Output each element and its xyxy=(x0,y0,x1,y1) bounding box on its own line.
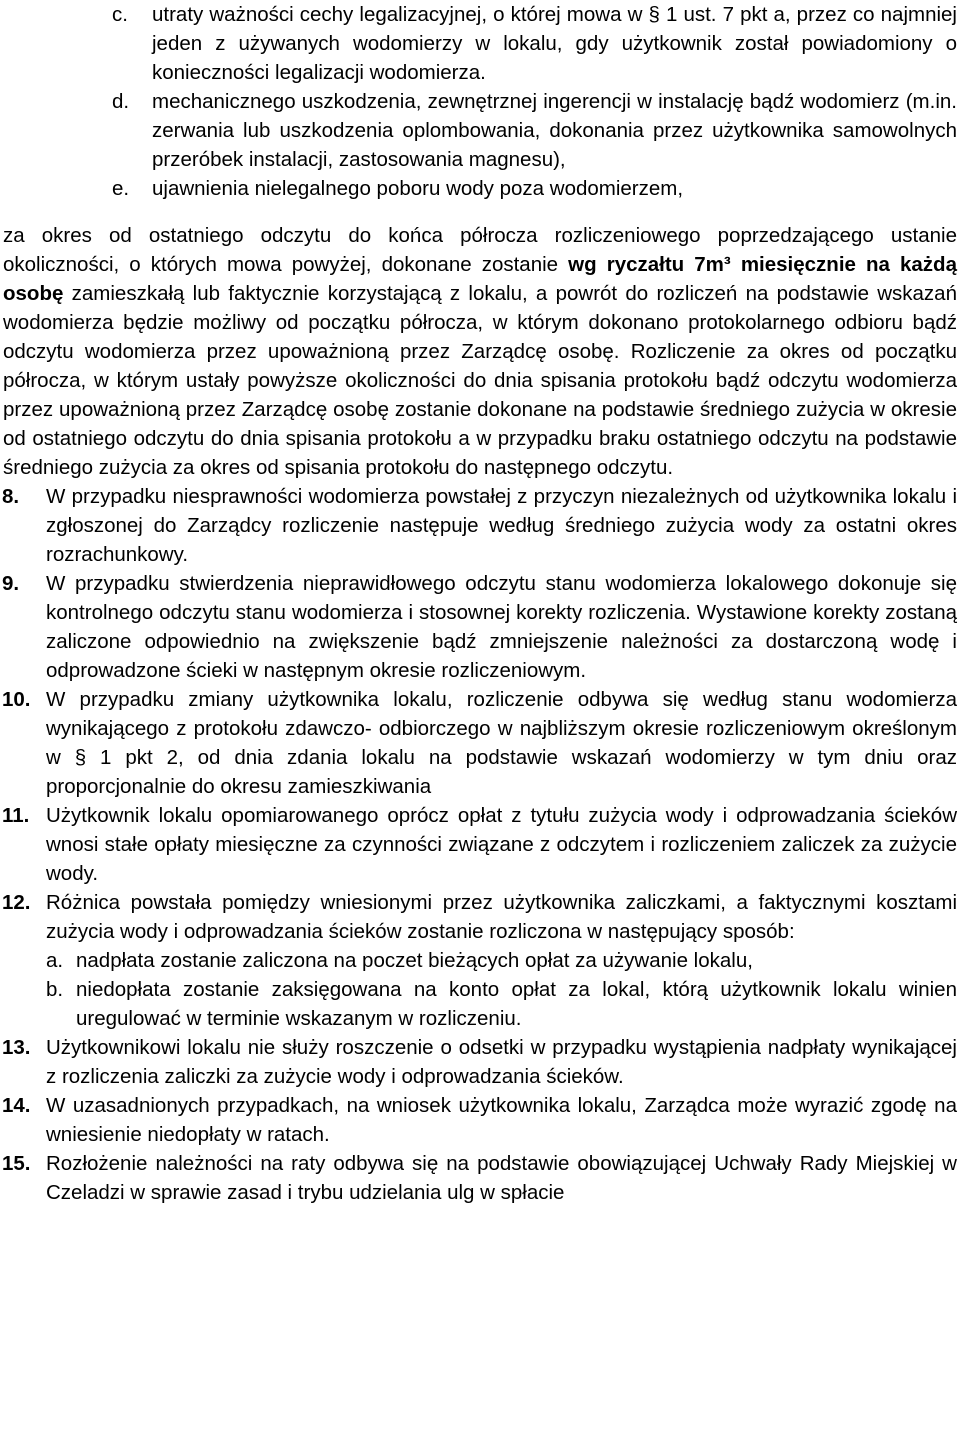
item-number: 11. xyxy=(2,804,30,827)
letter-item-label: e. xyxy=(112,177,130,200)
letter-item-text: mechanicznego uszkodzenia, zewnętrznej ingerencji w instalację bądź wodomierz (m.in. zerwania lub uszkodzenia oplombowania, dokonania przez użytkownika samowolnych przeróbek instalacji, zastosowania magnesu), xyxy=(152,90,957,171)
numbered-item-8 xyxy=(2,482,957,569)
sub-item-b xyxy=(46,975,957,1033)
sub-item-text: niedopłata zostanie zaksięgowana na konto opłat za lokal, którą użytkownik lokalu winien uregulować w terminie wskazanym w rozliczeniu. xyxy=(76,978,957,1030)
letter-item-text: ujawnienia nielegalnego poboru wody poza wodomierzem, xyxy=(152,177,684,200)
numbered-item-9 xyxy=(2,569,957,685)
item-number: 9. xyxy=(2,572,20,595)
item-number: 12. xyxy=(2,891,31,914)
numbered-item-15 xyxy=(2,1149,957,1207)
item-text: Użytkownik lokalu opomiarowanego oprócz opłat z tytułu zużycia wody i odprowadzania ścieków wnosi stałe opłaty miesięczne za czynności związane z odczytem i rozliczeniem zaliczek za zużycie wody. xyxy=(46,804,957,885)
item-text: Różnica powstała pomiędzy wniesionymi przez użytkownika zaliczkami, a faktycznymi kosztami zużycia wody i odprowadzania ścieków zostanie rozliczona w następujący sposób: xyxy=(46,891,957,943)
numbered-item-12 xyxy=(2,888,957,1033)
item-number: 8. xyxy=(2,485,20,508)
item-text: W przypadku stwierdzenia nieprawidłowego odczytu stanu wodomierza lokalowego dokonuje się kontrolnego odczytu stanu wodomierza i stosownej korekty rozliczenia. Wystawione korekty zostaną zaliczone odpowiednio na zwiększenie bądź zmniejszenie należności za dostarczoną wodę i odprowadzone ścieki w następnym okresie rozliczeniowym. xyxy=(46,572,957,682)
sub-item-label: b. xyxy=(46,978,64,1001)
letter-item-label: d. xyxy=(112,90,130,113)
item-text: W przypadku zmiany użytkownika lokalu, rozliczenie odbywa się według stanu wodomierza wynikającego z protokołu zdawczo- odbiorczego w najbliższym okresie rozliczeniowym określonym w § 1 pkt 2, od dnia zdania lokalu na podstawie wskazań wodomierzy w tym dniu oraz proporcjonalnie do okresu zamieszkiwania xyxy=(46,688,957,798)
item-text: W przypadku niesprawności wodomierza powstałej z przyczyn niezależnych od użytkownika lokalu i zgłoszonej do Zarządcy rozliczenie następuje według średniego zużycia wody za ostatni okres rozrachunkowy. xyxy=(46,485,957,566)
sub-item-a xyxy=(46,946,957,975)
sub-item-text: nadpłata zostanie zaliczona na poczet bieżących opłat za używanie lokalu, xyxy=(76,949,753,972)
letter-item-d xyxy=(112,87,957,174)
sub-item-label: a. xyxy=(46,949,64,972)
numbered-item-10 xyxy=(2,685,957,801)
paragraph-text-end: zamieszkałą lub faktycznie korzystającą z lokalu, a powrót do rozliczeń na podstawie wskazań wodomierza będzie możliwy od początku półrocza, w którym dokonano protokolarnego odbioru bądź odczytu wodomierza przez upoważnioną przez Zarządcę osobę. Rozliczenie za okres od początku półrocza, w którym ustały powyższe okoliczności do dnia spisania protokołu bądź odczytu wodomierza przez upoważnioną przez Zarządcę osobę zostanie dokonane na podstawie średniego zużycia w okresie od ostatniego odczytu do dnia spisania protokołu a w przypadku braku ostatniego odczytu na podstawie średniego zużycia za okres od spisania protokołu do następnego odczytu. xyxy=(3,282,957,479)
paragraph-text-start: za okres od ostatniego odczytu do końca półrocza rozliczeniowego poprzedzającego ustanie okoliczności, o których mowa powyżej, dokonane zostanie xyxy=(3,224,957,276)
item-text: W uzasadnionych przypadkach, na wniosek użytkownika lokalu, Zarządca może wyrazić zgodę na wniesienie niedopłaty w ratach. xyxy=(46,1094,957,1146)
letter-item-text: utraty ważności cechy legalizacyjnej, o której mowa w § 1 ust. 7 pkt a, przez co najmniej jeden z używanych wodomierzy w lokalu, gdy użytkownik został powiadomiony o konieczności legalizacji wodomierza. xyxy=(152,3,957,84)
item-number: 13. xyxy=(2,1036,31,1059)
letter-item-c xyxy=(112,0,957,87)
paragraph-bold-rate: wg ryczałtu 7m³ miesięcznie na każdą osobę xyxy=(3,253,957,305)
item-text: Rozłożenie należności na raty odbywa się na podstawie obowiązującej Uchwały Rady Miejskiej w Czeladzi w sprawie zasad i trybu udzielania ulg w spłacie xyxy=(46,1152,957,1204)
item-number: 14. xyxy=(2,1094,31,1117)
body-paragraph xyxy=(3,221,957,482)
numbered-item-14 xyxy=(2,1091,957,1149)
letter-item-e xyxy=(112,174,957,203)
item-number: 10. xyxy=(2,688,31,711)
item-text: Użytkownikowi lokalu nie służy roszczenie o odsetki w przypadku wystąpienia nadpłaty wynikającej z rozliczenia zaliczki za zużycie wody i odprowadzania ścieków. xyxy=(46,1036,957,1088)
numbered-item-13 xyxy=(2,1033,957,1091)
numbered-item-11 xyxy=(2,801,957,888)
item-number: 15. xyxy=(2,1152,31,1175)
item-body xyxy=(46,888,957,1033)
letter-item-label: c. xyxy=(112,3,128,26)
